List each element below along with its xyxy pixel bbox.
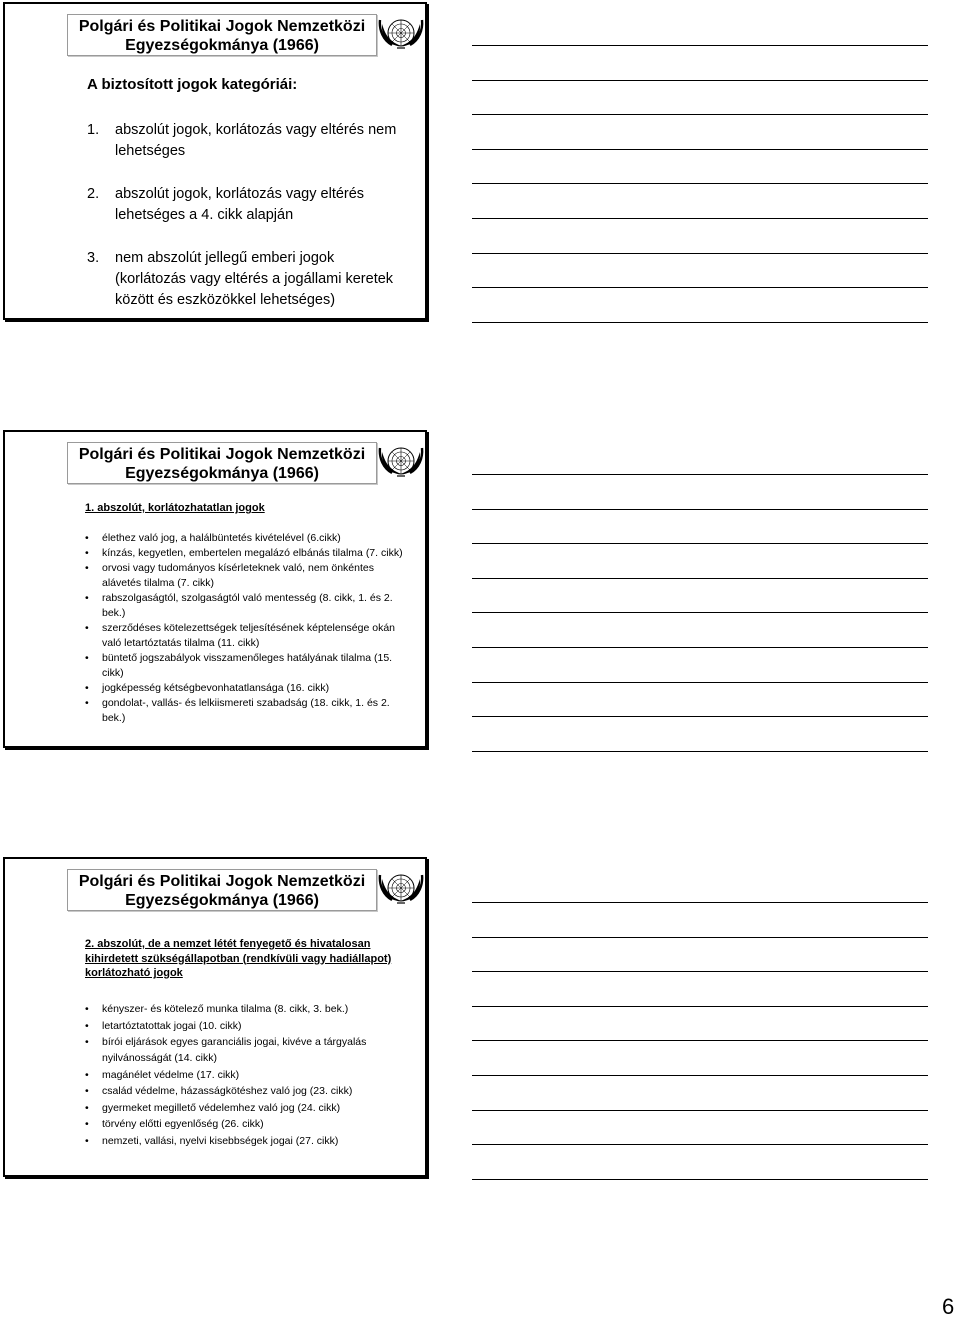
- slide-1: [3, 2, 427, 320]
- note-line: [472, 1006, 928, 1007]
- slide-heading: A biztosított jogok kategóriái:: [87, 76, 298, 93]
- list-item-text: abszolút jogok, korlátozás vagy eltérés lehetséges a 4. cikk alapján: [115, 186, 365, 223]
- list-number: 3.: [87, 250, 100, 266]
- note-line: [472, 751, 928, 752]
- note-line: [472, 1144, 928, 1145]
- note-line: [472, 183, 928, 184]
- note-line: [472, 543, 928, 544]
- slide-title: Polgári és Politikai Jogok Nemzetközi Egyezségokmánya (1966): [67, 14, 377, 56]
- list-item: • család védelme, házasságkötéshez való jog (23. cikk): [85, 1083, 415, 1099]
- note-line: [472, 578, 928, 579]
- list-item: • jogképesség kétségbevonhatatlansága (16. cikk): [85, 681, 415, 696]
- slide-heading: 2. abszolút, de a nemzet létét fenyegető és hivatalosan kihirdetett szükségállapotban (rendkívüli vagy hadiállapot) korlátozható jogok: [85, 938, 392, 979]
- list-item: • gyermeket megillető védelemhez való jog (24. cikk): [85, 1100, 415, 1116]
- list-item: • gondolat-, vallás- és lelkiismereti szabadság (18. cikk, 1. és 2. bek.): [85, 696, 415, 726]
- list-item: • letartóztatottak jogai (10. cikk): [85, 1018, 415, 1034]
- note-line: [472, 1110, 928, 1111]
- note-line: [472, 253, 928, 254]
- list-item: [87, 184, 407, 226]
- note-line: [472, 114, 928, 115]
- list-item: • élethez való jog, a halálbüntetés kivételével (6.cikk): [85, 531, 415, 546]
- note-line: [472, 322, 928, 323]
- list-item: [87, 248, 407, 311]
- note-line: [472, 1075, 928, 1076]
- note-line: [472, 647, 928, 648]
- note-line: [472, 218, 928, 219]
- note-line: [472, 287, 928, 288]
- slide-title: Polgári és Politikai Jogok Nemzetközi Egyezségokmánya (1966): [67, 442, 377, 484]
- page-number: 6: [942, 1294, 955, 1319]
- numbered-list: [87, 120, 407, 333]
- list-item-text: abszolút jogok, korlátozás vagy eltérés nem lehetséges: [115, 122, 397, 159]
- note-line: [472, 509, 928, 510]
- un-emblem-icon: [375, 10, 427, 58]
- list-item: • büntető jogszabályok visszamenőleges hatályának tilalma (15. cikk): [85, 651, 415, 681]
- bullet-list: [85, 531, 415, 726]
- note-line: [472, 682, 928, 683]
- list-item: [87, 120, 407, 162]
- slide-2: [3, 430, 427, 748]
- list-item: • kényszer- és kötelező munka tilalma (8. cikk, 3. bek.): [85, 1001, 415, 1017]
- slide-title: Polgári és Politikai Jogok Nemzetközi Egyezségokmánya (1966): [67, 869, 377, 911]
- list-item: • szerződéses kötelezettségek teljesítésének képtelensége okán való letartóztatás tilalma (11. cikk): [85, 621, 415, 651]
- un-emblem-icon: [375, 438, 427, 486]
- note-line: [472, 474, 928, 475]
- list-item-text: nem abszolút jellegű emberi jogok (korlátozás vagy eltérés a jogállami keretek között és eszközökkel lehetséges): [115, 250, 394, 308]
- bullet-list: [85, 1001, 415, 1149]
- list-item: • kínzás, kegyetlen, embertelen megalázó elbánás tilalma (7. cikk): [85, 546, 415, 561]
- note-line: [472, 716, 928, 717]
- note-line: [472, 149, 928, 150]
- note-line: [472, 971, 928, 972]
- slide-heading: 1. abszolút, korlátozhatatlan jogok: [85, 502, 265, 514]
- list-item: • bírói eljárások egyes garanciális jogai, kivéve a tárgyalás nyilvánosságát (14. cikk): [85, 1034, 415, 1066]
- note-line: [472, 612, 928, 613]
- note-line: [472, 45, 928, 46]
- list-item: • orvosi vagy tudományos kísérleteknek való, nem önkéntes alávetés tilalma (7. cikk): [85, 561, 415, 591]
- note-line: [472, 80, 928, 81]
- slide-3: [3, 857, 427, 1177]
- list-number: 1.: [87, 122, 100, 138]
- list-item: • törvény előtti egyenlőség (26. cikk): [85, 1116, 415, 1132]
- list-item: • nemzeti, vallási, nyelvi kisebbségek jogai (27. cikk): [85, 1133, 415, 1149]
- list-number: 2.: [87, 186, 100, 202]
- list-item: • rabszolgaságtól, szolgaságtól való mentesség (8. cikk, 1. és 2. bek.): [85, 591, 415, 621]
- list-item: • magánélet védelme (17. cikk): [85, 1067, 415, 1083]
- note-line: [472, 902, 928, 903]
- note-line: [472, 1040, 928, 1041]
- un-emblem-icon: [375, 865, 427, 913]
- note-line: [472, 937, 928, 938]
- note-line: [472, 1179, 928, 1180]
